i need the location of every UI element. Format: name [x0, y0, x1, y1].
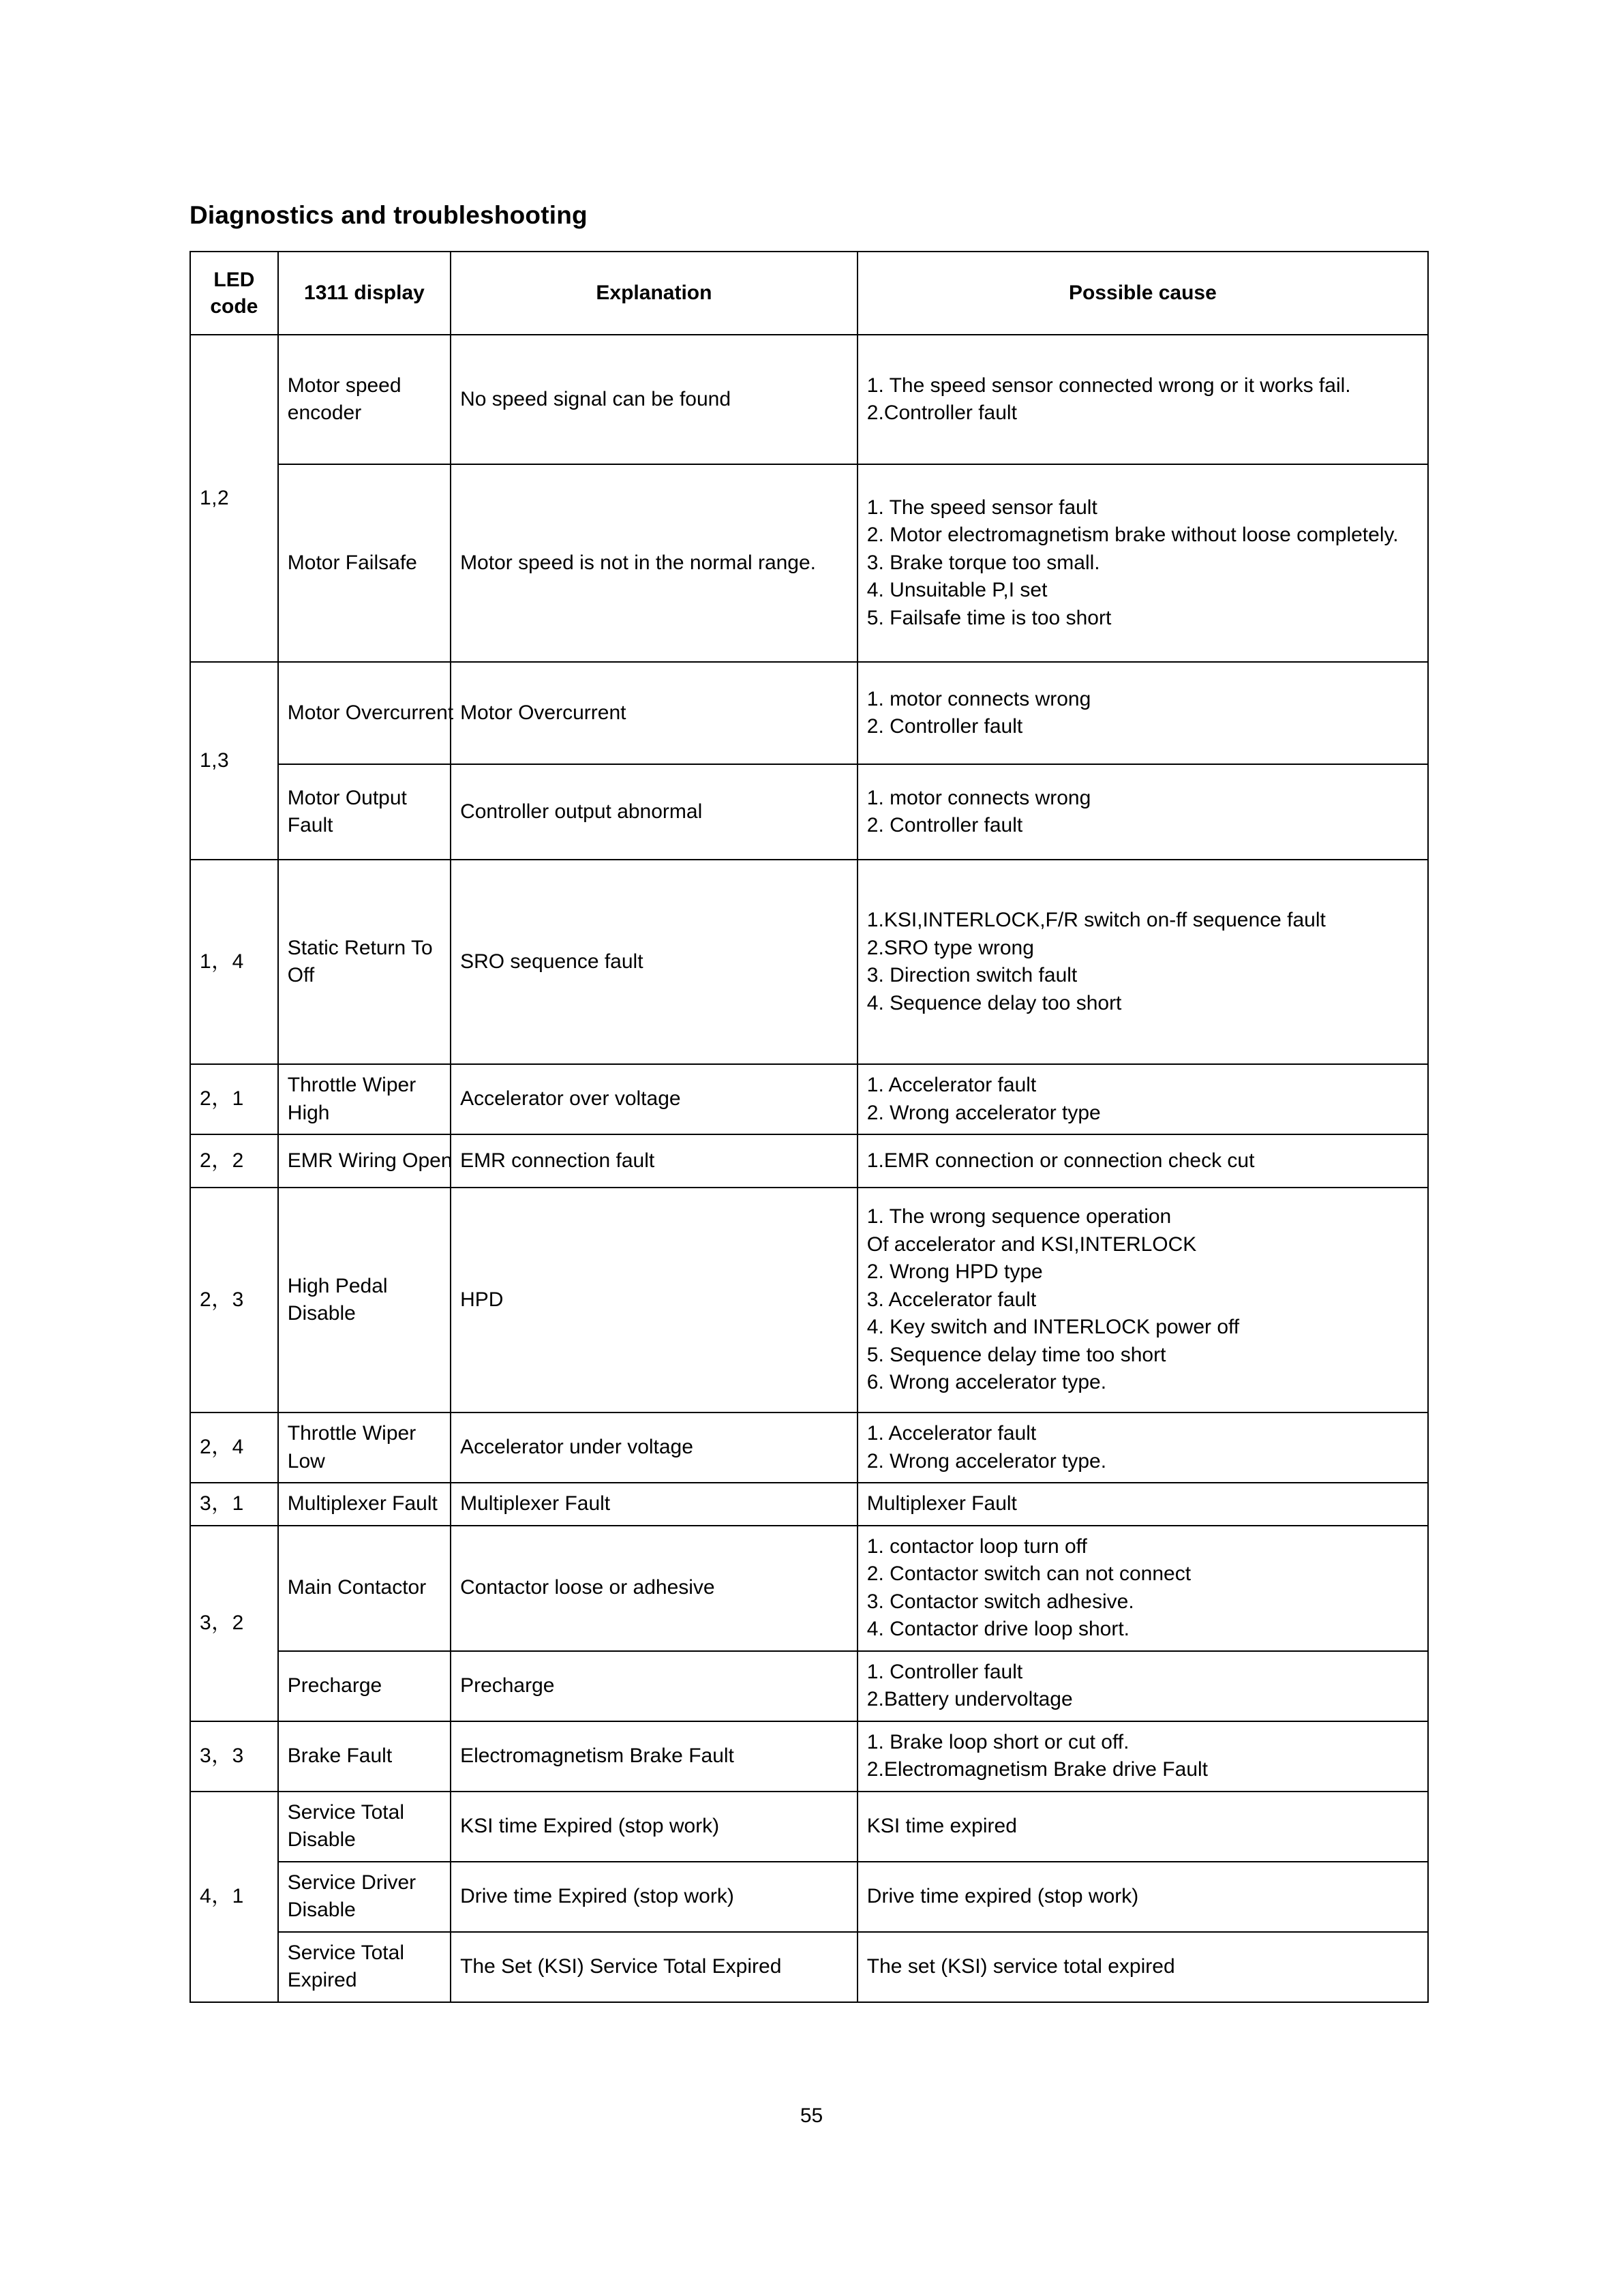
- cause-item: 5. Failsafe time is too short: [866, 606, 1112, 629]
- cell-led-code: 3，2: [190, 1526, 278, 1721]
- cause-item: 3. Brake torque too small.: [866, 551, 1100, 574]
- table-row: [190, 1721, 1428, 1792]
- cell-led-code: 2，1: [190, 1064, 278, 1134]
- cause-item: 2. Controller fault: [866, 814, 1023, 836]
- cause-item: 2. Controller fault: [866, 715, 1023, 738]
- cause-item: 2. Wrong accelerator type: [866, 1101, 1101, 1124]
- cell-possible-cause: [858, 1188, 1428, 1413]
- cause-item: 6. Wrong accelerator type.: [866, 1371, 1107, 1394]
- cell-explanation: Accelerator under voltage: [451, 1413, 858, 1483]
- cell-explanation: HPD: [451, 1188, 858, 1413]
- cell-led-code: 2，3: [190, 1188, 278, 1413]
- cell-explanation: Controller output abnormal: [451, 764, 858, 860]
- display-line-1: Service Total: [287, 1941, 404, 1964]
- cause-item: 1. Controller fault: [866, 1660, 1023, 1683]
- cell-possible-cause: [858, 764, 1428, 860]
- display-line-1: Throttle Wiper: [287, 1422, 416, 1445]
- display-line-1: Service Total: [287, 1800, 404, 1824]
- cell-display: Motor Overcurrent: [278, 662, 451, 764]
- cell-possible-cause: 1.EMR connection or connection check cut: [858, 1134, 1428, 1188]
- cell-possible-cause: [858, 464, 1428, 662]
- display-line-2: Disable: [287, 1899, 356, 1921]
- cell-explanation: Drive time Expired (stop work): [451, 1862, 858, 1932]
- table-row: [190, 1483, 1428, 1526]
- table-header-row: [190, 252, 1428, 335]
- cause-list: [867, 1072, 1419, 1127]
- table-row: [190, 464, 1428, 662]
- cell-possible-cause: [858, 1721, 1428, 1792]
- cell-display: Motor Failsafe: [278, 464, 451, 662]
- column-header-led-code: [190, 252, 278, 335]
- display-line-1: Motor Output: [287, 786, 407, 809]
- cause-list: [867, 1659, 1419, 1714]
- cause-item: 2.Controller fault: [866, 402, 1017, 424]
- table-row: [190, 1651, 1428, 1721]
- display-line-1: Static Return To: [287, 936, 433, 959]
- cell-possible-cause: KSI time expired: [858, 1792, 1428, 1862]
- cell-display: [278, 1064, 451, 1134]
- cause-item: 1. Accelerator fault: [866, 1422, 1037, 1445]
- page-title: Diagnostics and troubleshooting: [189, 201, 588, 229]
- cause-list: [867, 1533, 1419, 1644]
- cell-led-code: 3，3: [190, 1721, 278, 1792]
- column-header-explanation: Explanation: [451, 252, 858, 335]
- led-code-header-line2: code: [210, 295, 258, 318]
- cause-item: 4. Key switch and INTERLOCK power off: [866, 1316, 1240, 1339]
- cause-item: 1. contactor loop turn off: [866, 1535, 1087, 1558]
- cell-explanation: Contactor loose or adhesive: [451, 1526, 858, 1651]
- cause-list: [867, 1203, 1419, 1397]
- table-row: [190, 335, 1428, 464]
- diagnostics-table: [189, 251, 1429, 2003]
- column-header-possible-cause: Possible cause: [858, 252, 1428, 335]
- cause-list: [867, 686, 1419, 741]
- display-line-2: Off: [287, 964, 315, 986]
- cause-item: 1.KSI,INTERLOCK,F/R switch on-ff sequence fault: [866, 909, 1326, 931]
- cause-item: Of accelerator and KSI,INTERLOCK: [866, 1233, 1197, 1256]
- cell-explanation: Motor speed is not in the normal range.: [451, 464, 858, 662]
- cause-list: [867, 785, 1419, 840]
- cell-led-code: 1，4: [190, 860, 278, 1064]
- table-row: [190, 1792, 1428, 1862]
- display-line-2: Disable: [287, 1828, 356, 1851]
- cause-item: 1. motor connects wrong: [866, 786, 1091, 809]
- cell-display: [278, 1188, 451, 1413]
- cell-possible-cause: [858, 860, 1428, 1064]
- page-number: 55: [800, 2104, 823, 2127]
- cell-led-code: 4，1: [190, 1792, 278, 2002]
- cell-possible-cause: The set (KSI) service total expired: [858, 1932, 1428, 2002]
- cause-item: 5. Sequence delay time too short: [866, 1343, 1166, 1366]
- cell-possible-cause: Drive time expired (stop work): [858, 1862, 1428, 1932]
- cause-list: [867, 1729, 1419, 1784]
- display-line-2: Disable: [287, 1302, 356, 1325]
- cell-possible-cause: [858, 1064, 1428, 1134]
- cause-item: 2.Electromagnetism Brake drive Fault: [866, 1758, 1208, 1781]
- cell-explanation: [451, 1932, 858, 2002]
- cause-item: 3. Accelerator fault: [866, 1288, 1037, 1311]
- cell-display: [278, 764, 451, 860]
- cell-led-code: 3，1: [190, 1483, 278, 1526]
- cause-item: 1. Accelerator fault: [866, 1074, 1037, 1096]
- table-row: [190, 1064, 1428, 1134]
- table-row: [190, 1526, 1428, 1651]
- column-header-display: 1311 display: [278, 252, 451, 335]
- cell-display: Main Contactor: [278, 1526, 451, 1651]
- cell-led-code: 1,3: [190, 662, 278, 860]
- display-line-1: Throttle Wiper: [287, 1074, 416, 1096]
- cell-possible-cause: [858, 662, 1428, 764]
- cause-item: 2. Wrong HPD type: [866, 1260, 1043, 1284]
- cause-item: 2. Motor electromagnetism brake without loose completely.: [866, 524, 1399, 547]
- table-row: [190, 1862, 1428, 1932]
- cause-item: 1. Brake loop short or cut off.: [866, 1730, 1129, 1753]
- cell-explanation: Electromagnetism Brake Fault: [451, 1721, 858, 1792]
- explanation-line-2: Expired: [712, 1954, 782, 1978]
- cell-led-code: 2，2: [190, 1134, 278, 1188]
- cell-explanation: SRO sequence fault: [451, 860, 858, 1064]
- cause-item: 1. motor connects wrong: [866, 687, 1091, 710]
- display-line-1: High Pedal: [287, 1274, 388, 1297]
- cause-item: 2.Battery undervoltage: [866, 1688, 1073, 1710]
- cell-explanation: KSI time Expired (stop work): [451, 1792, 858, 1862]
- cause-list: [867, 1420, 1419, 1475]
- cell-explanation: EMR connection fault: [451, 1134, 858, 1188]
- cell-led-code: 2，4: [190, 1413, 278, 1483]
- cell-explanation: Motor Overcurrent: [451, 662, 858, 764]
- cell-display: Precharge: [278, 1651, 451, 1721]
- cause-item: 1. The wrong sequence operation: [866, 1205, 1172, 1228]
- cell-possible-cause: Multiplexer Fault: [858, 1483, 1428, 1526]
- cell-display: [278, 335, 451, 464]
- cause-item: 4. Contactor drive loop short.: [866, 1618, 1129, 1640]
- cell-possible-cause: [858, 1651, 1428, 1721]
- table-row: [190, 764, 1428, 860]
- led-code-header-line1: LED: [213, 269, 255, 291]
- cell-display: [278, 1862, 451, 1932]
- cause-item: 4. Sequence delay too short: [866, 991, 1122, 1014]
- cause-list: [867, 372, 1419, 427]
- cause-item: 3. Contactor switch adhesive.: [866, 1590, 1134, 1613]
- table-row: [190, 1188, 1428, 1413]
- display-line-2: High: [287, 1101, 330, 1124]
- table-row: [190, 1413, 1428, 1483]
- cell-led-code: 1,2: [190, 335, 278, 662]
- explanation-line-1: The Set (KSI) Service Total: [460, 1954, 707, 1978]
- display-line-2: encoder: [287, 402, 362, 424]
- cell-display: EMR Wiring Open: [278, 1134, 451, 1188]
- cell-display: Multiplexer Fault: [278, 1483, 451, 1526]
- cell-explanation: Multiplexer Fault: [451, 1483, 858, 1526]
- cell-explanation: Accelerator over voltage: [451, 1064, 858, 1134]
- table-row: [190, 662, 1428, 764]
- cell-explanation: Precharge: [451, 1651, 858, 1721]
- cause-list: [867, 494, 1419, 633]
- table-row: [190, 1932, 1428, 2002]
- cell-possible-cause: [858, 1526, 1428, 1651]
- cell-display: [278, 1792, 451, 1862]
- cause-item: 2. Wrong accelerator type.: [866, 1449, 1107, 1472]
- cause-item: 2.SRO type wrong: [866, 936, 1034, 959]
- cell-display: Brake Fault: [278, 1721, 451, 1792]
- cause-item: 2. Contactor switch can not connect: [866, 1562, 1192, 1585]
- display-line-1: Service Driver: [287, 1871, 416, 1894]
- cause-item: 4. Unsuitable P,I set: [866, 579, 1048, 602]
- display-line-1: Motor speed: [287, 374, 401, 397]
- cell-possible-cause: [858, 1413, 1428, 1483]
- cell-display: [278, 1932, 451, 2002]
- cause-list: [867, 907, 1419, 1017]
- cause-item: 3. Direction switch fault: [866, 964, 1078, 986]
- cell-display: [278, 1413, 451, 1483]
- table-row: [190, 1134, 1428, 1188]
- cause-item: 1. The speed sensor fault: [866, 496, 1097, 519]
- cell-display: [278, 860, 451, 1064]
- cell-explanation: No speed signal can be found: [451, 335, 858, 464]
- cell-possible-cause: [858, 335, 1428, 464]
- display-line-2: Fault: [287, 814, 333, 836]
- cause-item: 1. The speed sensor connected wrong or it works fail.: [866, 374, 1351, 397]
- display-line-2: Expired: [287, 1969, 357, 1991]
- table-row: [190, 860, 1428, 1064]
- display-line-2: Low: [287, 1449, 325, 1472]
